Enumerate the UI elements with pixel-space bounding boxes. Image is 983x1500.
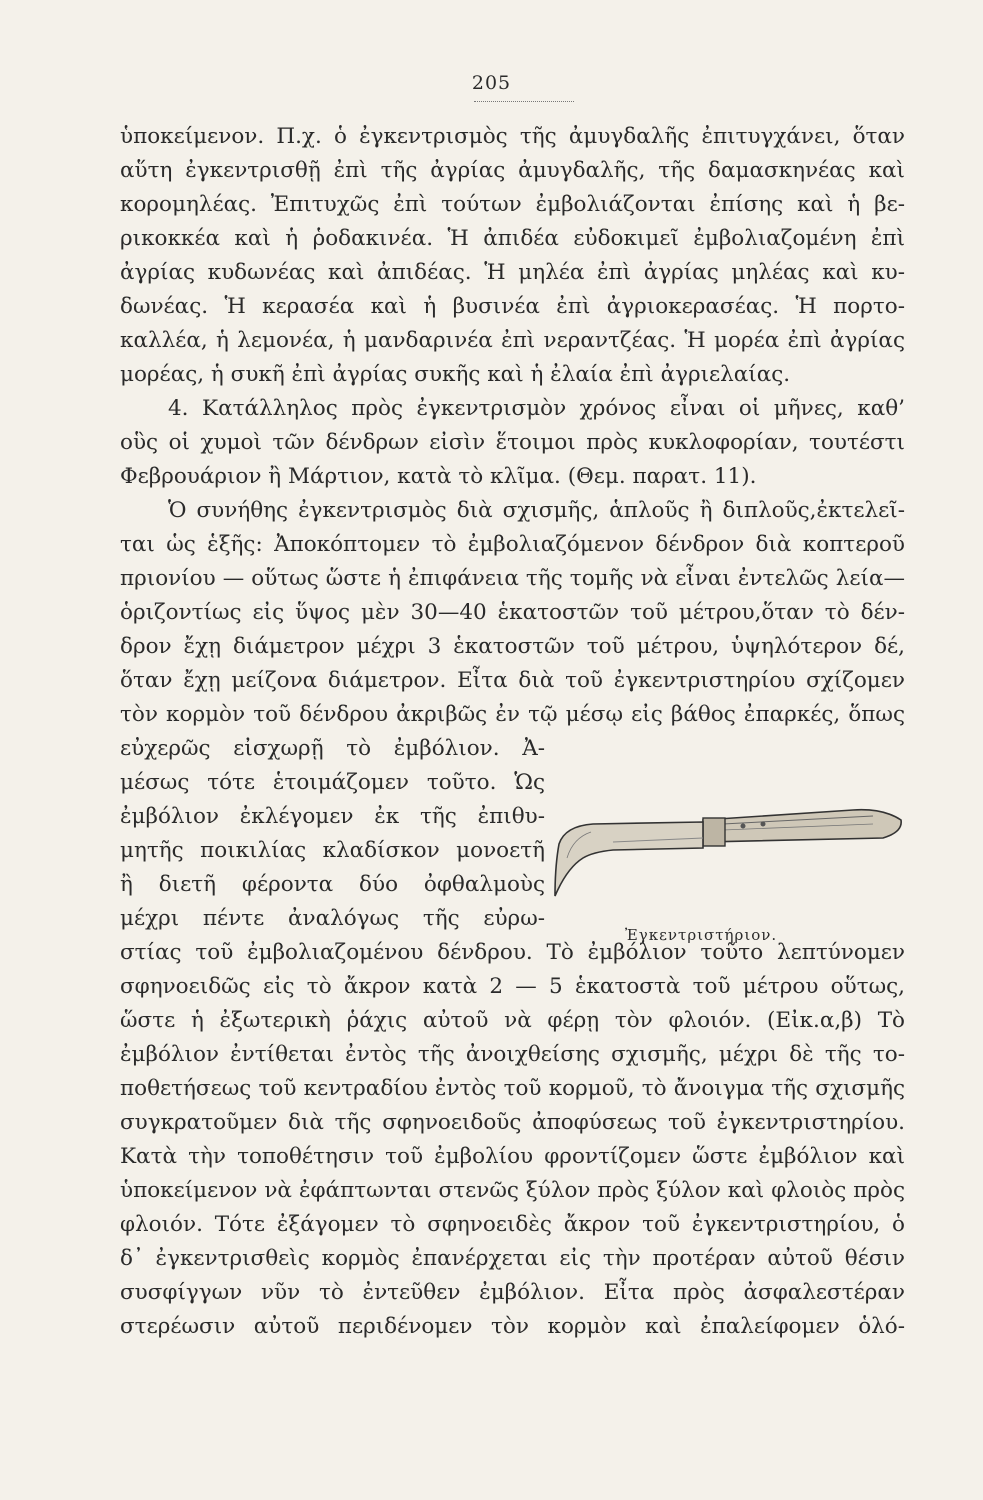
text-line: Κατὰ τὴν τοποθέτησιν τοῦ ἐμβολίου φροντίζομεν ὥστε ἐμβόλιον καὶ (120, 1144, 905, 1169)
text-line: τὸν κορμὸν τοῦ δένδρου ἀκριβῶς ἐν τῷ μέσῳ εἰς βάθος ἐπαρκές, ὅπως (120, 702, 905, 727)
text-line: ἀγρίας κυδωνέας καὶ ἀπιδέας. Ἡ μηλέα ἐπὶ ἀγρίας μηλέας καὶ κυ- (120, 260, 905, 285)
text-line: δρον ἔχῃ διάμετρον μέχρι 3 ἑκατοστῶν τοῦ μέτρου, ὑψηλότερον δέ, (120, 634, 905, 659)
text-line: σφηνοειδῶς εἰς τὸ ἄκρον κατὰ 2 — 5 ἑκατοστὰ τοῦ μέτρου οὕτως, (120, 974, 905, 999)
text-line: Ὁ συνήθης ἐγκεντρισμὸς διὰ σχισμῆς, ἁπλοῦς ἢ διπλοῦς,ἐκτελεῖ- (168, 498, 905, 523)
figure-caption: Ἐγκεντριστήριον. (625, 926, 778, 944)
text-line: ρικοκκέα καὶ ἡ ῥοδακινέα. Ἡ ἀπιδέα εὐδοκιμεῖ ἐμβολιαζομένη ἐπὶ (120, 226, 905, 251)
text-line: ὥστε ἡ ἐξωτερικὴ ῥάχις αὐτοῦ νὰ φέρῃ τὸν φλοιόν. (Εἰκ.α,β) Τὸ (120, 1008, 905, 1033)
text-line: ἐμβόλιον ἐκλέγομεν ἐκ τῆς ἐπιθυ- (120, 804, 545, 829)
text-line: ἐμβόλιον ἐντίθεται ἐντὸς τῆς ἀνοιχθείσης σχισμῆς, μέχρι δὲ τῆς το- (120, 1042, 905, 1067)
page-number-rule (474, 101, 574, 102)
grafting-knife-icon (553, 808, 908, 908)
text-line: οὓς οἱ χυμοὶ τῶν δένδρων εἰσὶν ἕτοιμοι πρὸς κυκλοφορίαν, τουτέστι (120, 430, 905, 455)
grafting-knife-figure (553, 808, 908, 908)
text-line: εὐχερῶς εἰσχωρῇ τὸ ἐμβόλιον. Ἀ- (120, 736, 545, 761)
text-line: Φεβρουάριον ἢ Μάρτιον, κατὰ τὸ κλῖμα. (Θεμ. παρατ. 11). (120, 464, 757, 489)
text-line: κορομηλέας. Ἐπιτυχῶς ἐπὶ τούτων ἐμβολιάζονται ἐπίσης καὶ ἡ βε- (120, 192, 905, 217)
text-line: ὅταν ἔχῃ μείζονα διάμετρον. Εἶτα διὰ τοῦ ἐγκεντριστηρίου σχίζομεν (120, 668, 905, 693)
text-line: ἢ διετῆ φέροντα δύο ὀφθαλμοὺς (120, 872, 545, 897)
text-line: καλλέα, ἡ λεμονέα, ἡ μανδαρινέα ἐπὶ νεραντζέας. Ἡ μορέα ἐπὶ ἀγρίας (120, 328, 905, 353)
text-line: 4. Κατάλληλος πρὸς ἐγκεντρισμὸν χρόνος εἶναι οἱ μῆνες, καθ’ (168, 396, 905, 421)
text-line: φλοιόν. Τότε ἐξάγομεν τὸ σφηνοειδὲς ἄκρον τοῦ ἐγκεντριστηρίου, ὁ (120, 1212, 905, 1237)
text-line: μέσως τότε ἑτοιμάζομεν τοῦτο. Ὡς (120, 770, 545, 795)
text-line: στερέωσιν αὐτοῦ περιδένομεν τὸν κορμὸν καὶ ἐπαλείφομεν ὁλό- (120, 1314, 905, 1339)
text-line: δωνέας. Ἡ κερασέα καὶ ἡ βυσινέα ἐπὶ ἀγριοκερασέας. Ἡ πορτο- (120, 294, 905, 319)
page-number: 205 (471, 72, 512, 94)
text-line: συγκρατοῦμεν διὰ τῆς σφηνοειδοῦς ἀποφύσεως τοῦ ἐγκεντριστηρίου. (120, 1110, 905, 1135)
text-line: συσφίγγων νῦν τὸ ἐντεῦθεν ἐμβόλιον. Εἶτα πρὸς ἀσφαλεστέραν (120, 1280, 905, 1305)
text-line: ὁριζοντίως εἰς ὕψος μὲν 30—40 ἑκατοστῶν τοῦ μέτρου,ὅταν τὸ δέν- (120, 600, 905, 625)
text-line: αὕτη ἐγκεντρισθῇ ἐπὶ τῆς ἀγρίας ἀμυγδαλῆς, τῆς δαμασκηνέας καὶ (120, 158, 905, 183)
text-line: μέχρι πέντε ἀναλόγως τῆς εὐρω- (120, 906, 545, 931)
text-line: μητῆς ποικιλίας κλαδίσκον μονοετῆ (120, 838, 545, 863)
text-line: δ᾽ ἐγκεντρισθεὶς κορμὸς ἐπανέρχεται εἰς τὴν προτέραν αὐτοῦ θέσιν (120, 1246, 905, 1271)
text-line: μορέας, ἡ συκῆ ἐπὶ ἀγρίας συκῆς καὶ ἡ ἐλαία ἐπὶ ἀγριελαίας. (120, 362, 791, 387)
text-line: στίας τοῦ ἐμβολιαζομένου δένδρου. Τὸ ἐμβόλιον τοῦτο λεπτύνομεν (120, 940, 905, 965)
text-line: ται ὡς ἑξῆς: Ἀποκόπτομεν τὸ ἐμβολιαζόμενον δένδρον διὰ κοπτεροῦ (120, 532, 905, 557)
text-line: πριονίου — οὕτως ὥστε ἡ ἐπιφάνεια τῆς τομῆς νὰ εἶναι ἐντελῶς λεία— (120, 566, 905, 591)
text-line: ὑποκείμενον νὰ ἐφάπτωνται στενῶς ξύλον πρὸς ξύλον καὶ φλοιὸς πρὸς (120, 1178, 905, 1203)
text-line: ὑποκείμενον. Π.χ. ὁ ἐγκεντρισμὸς τῆς ἀμυγδαλῆς ἐπιτυγχάνει, ὅταν (120, 124, 905, 149)
text-line: ποθετήσεως τοῦ κεντραδίου ἐντὸς τοῦ κορμοῦ, τὸ ἄνοιγμα τῆς σχισμῆς (120, 1076, 905, 1101)
